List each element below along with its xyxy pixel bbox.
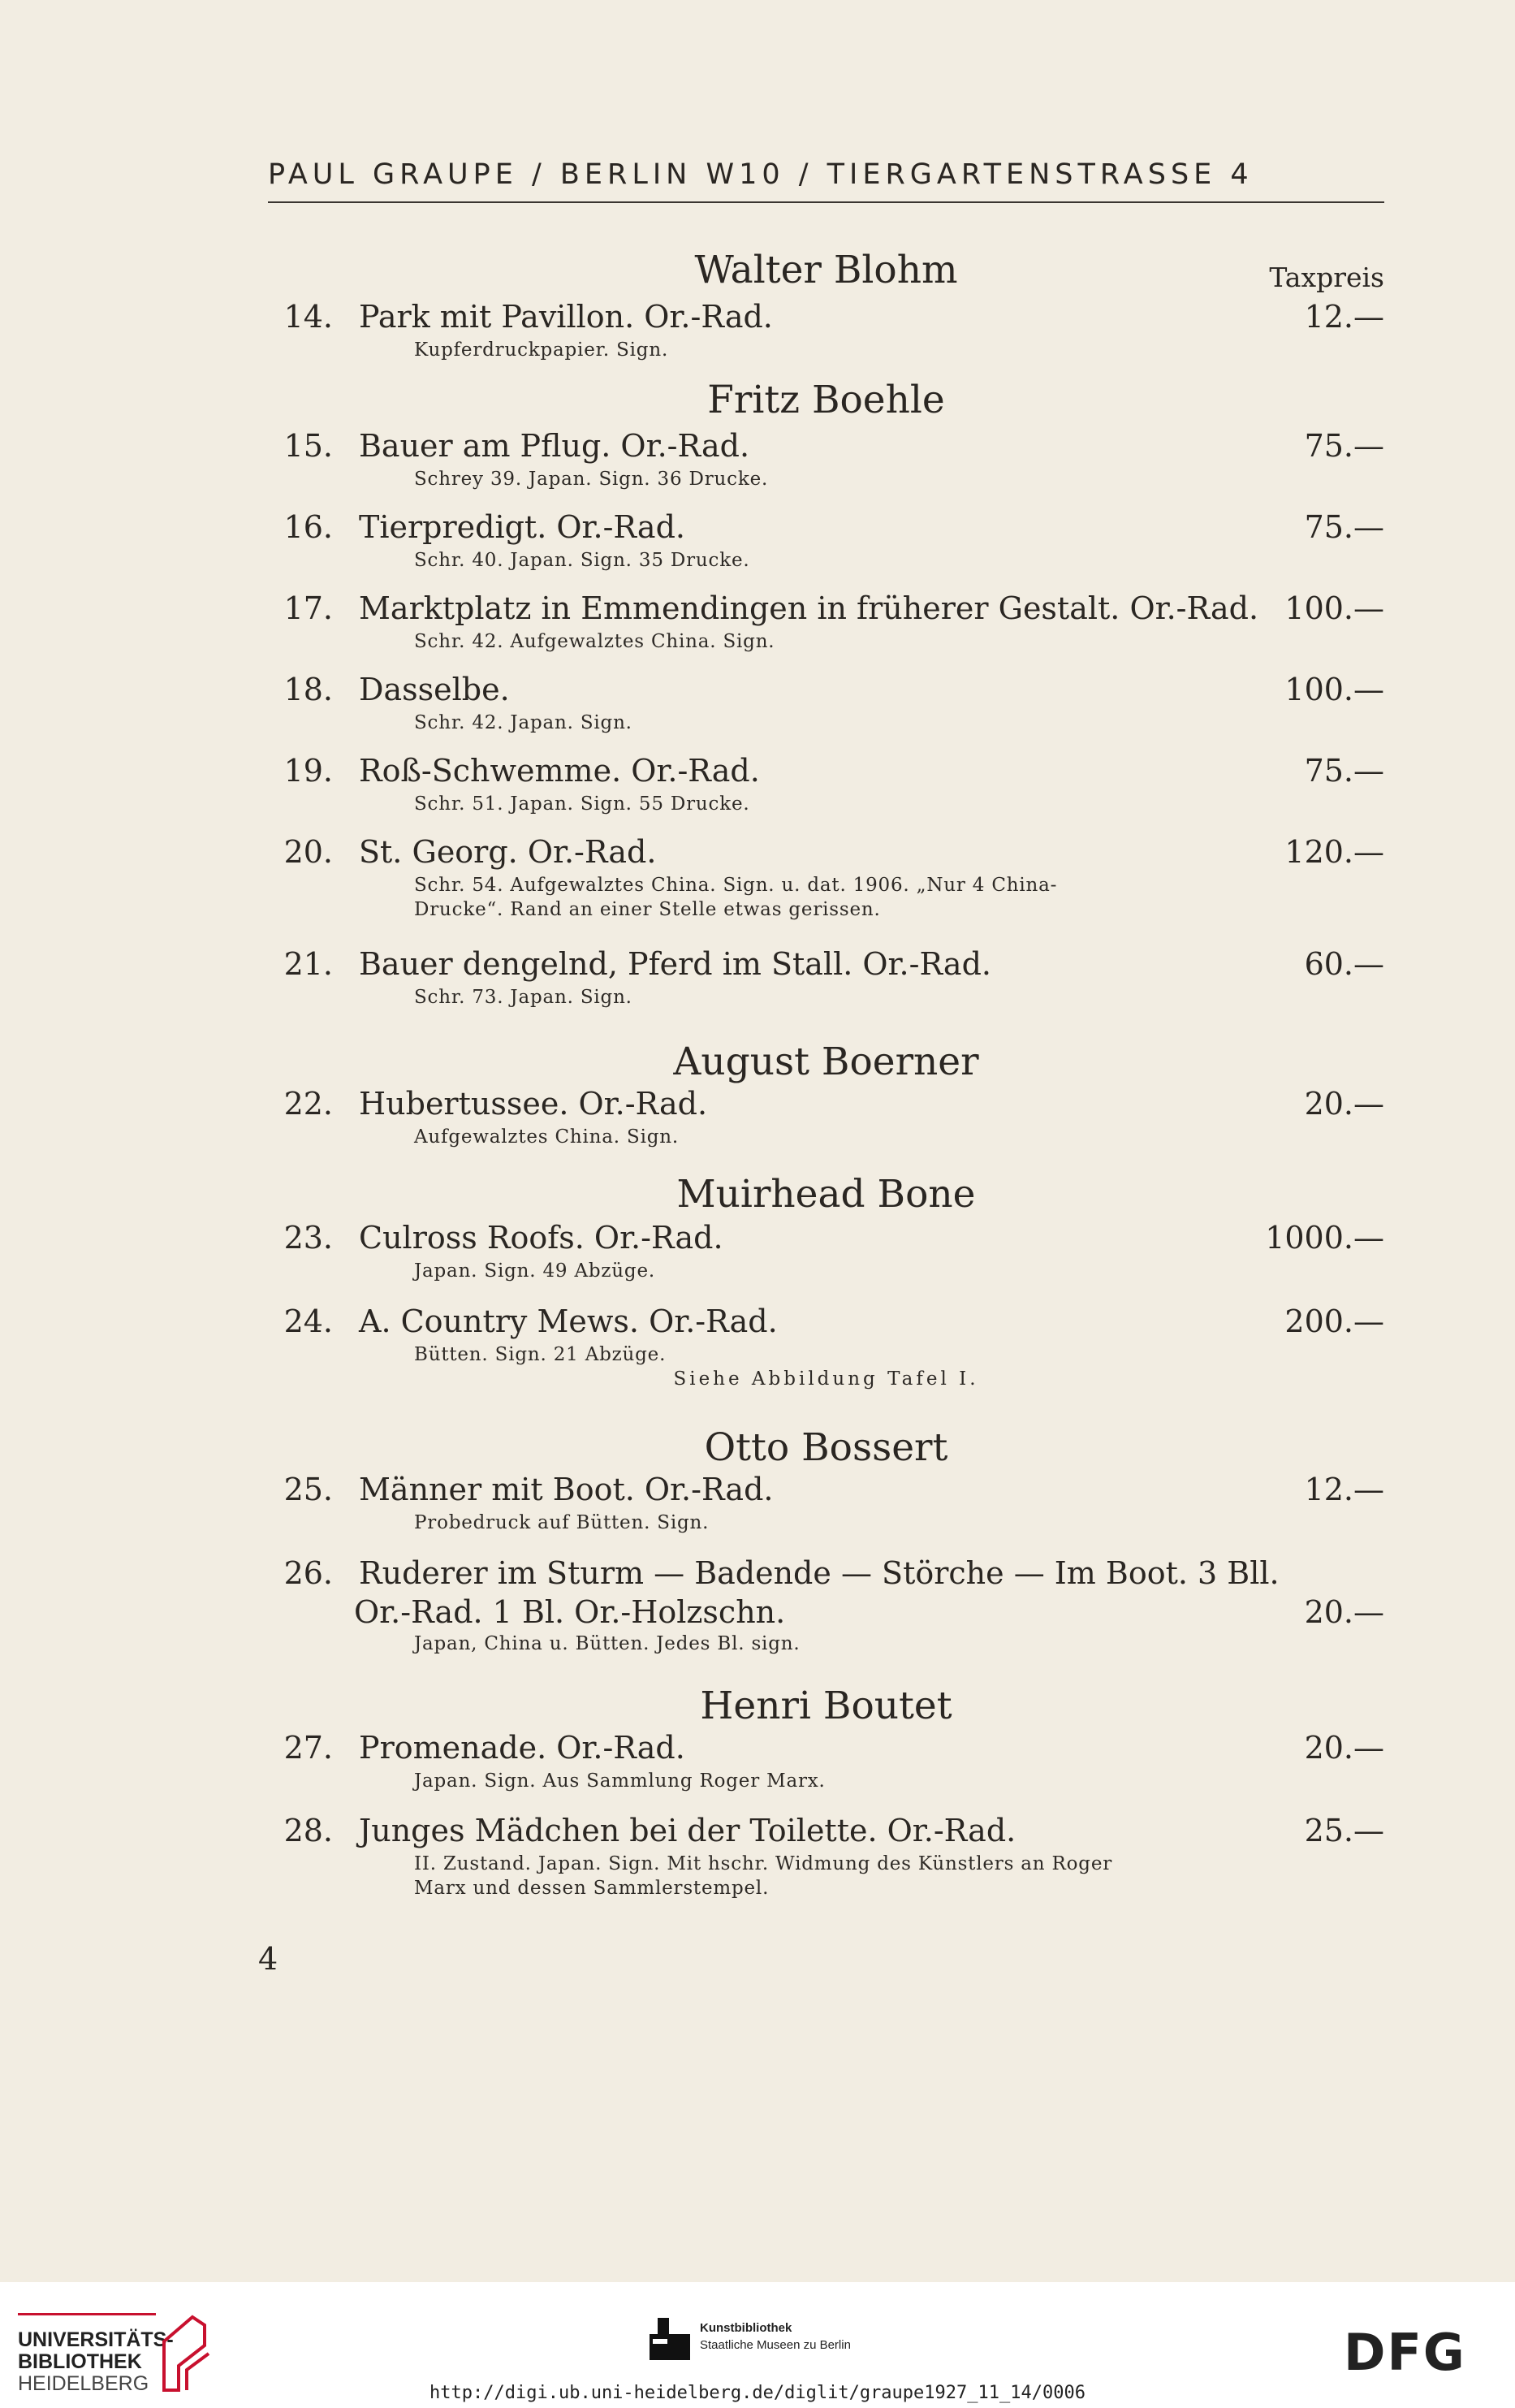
entry-price: 75.— — [1304, 509, 1384, 545]
catalog-entry — [268, 1086, 1384, 1149]
catalog-entry — [268, 299, 1384, 362]
catalog-entry — [268, 428, 1384, 491]
entry-price: 75.— — [1304, 753, 1384, 789]
entry-price: 20.— — [1304, 1594, 1384, 1630]
entry-title: Roß-Schwemme. Or.-Rad. — [359, 753, 760, 789]
entry-note: Drucke“. Rand an einer Stelle etwas gerissen. — [414, 899, 881, 920]
entry-note: Bütten. Sign. 21 Abzüge. — [414, 1344, 667, 1365]
entry-title: A. Country Mews. Or.-Rad. — [359, 1303, 778, 1339]
entry-note: Schr. 40. Japan. Sign. 35 Drucke. — [414, 550, 750, 571]
entry-title: Hubertussee. Or.-Rad. — [359, 1086, 708, 1122]
entry-main-line — [268, 1220, 1384, 1259]
catalog-entry — [268, 1472, 1384, 1535]
entry-main-line — [268, 299, 1384, 338]
entry-title: Bauer dengelnd, Pferd im Stall. Or.-Rad. — [359, 946, 991, 982]
digitization-footer — [0, 2282, 1515, 2408]
entry-number: 20. — [283, 834, 333, 870]
entry-title: Männer mit Boot. Or.-Rad. — [359, 1472, 774, 1507]
entry-note: Schr. 73. Japan. Sign. — [414, 987, 632, 1008]
artist-heading: Fritz Boehle — [707, 378, 945, 422]
entry-main-line — [268, 1730, 1384, 1769]
page-number: 4 — [258, 1941, 278, 1977]
price-column-heading: Taxpreis — [1269, 262, 1384, 293]
catalog-entry — [268, 590, 1384, 654]
university-emblem-icon — [156, 2313, 213, 2394]
catalog-entry — [268, 1813, 1384, 1900]
entry-main-line — [268, 509, 1384, 548]
entry-price: 20.— — [1304, 1086, 1384, 1122]
entry-main-line — [268, 946, 1384, 985]
entry-note: Japan. Sign. Aus Sammlung Roger Marx. — [414, 1770, 826, 1792]
entry-note: II. Zustand. Japan. Sign. Mit hschr. Widmung des Künstlers an Roger — [414, 1853, 1113, 1874]
entry-number: 26. — [283, 1555, 333, 1591]
entry-price: 20.— — [1304, 1730, 1384, 1766]
uni-line-2: BIBLIOTHEK — [18, 2350, 142, 2373]
entry-title: Promenade. Or.-Rad. — [359, 1730, 685, 1766]
entry-number: 21. — [283, 946, 333, 982]
dfg-logo: DFG — [1344, 2323, 1466, 2382]
entry-number: 28. — [283, 1813, 333, 1848]
catalog-entry — [268, 946, 1384, 1009]
entry-title: St. Georg. Or.-Rad. — [359, 834, 657, 870]
entry-note: Schr. 42. Japan. Sign. — [414, 712, 632, 733]
running-header: PAUL GRAUPE / BERLIN W10 / TIERGARTENSTRASSE 4 — [268, 158, 1254, 191]
entry-main-line — [268, 428, 1384, 467]
entry-price: 12.— — [1304, 299, 1384, 335]
entry-main-line — [268, 1813, 1384, 1852]
permalink-url[interactable]: http://digi.ub.uni-heidelberg.de/diglit/graupe1927_11_14/0006 — [429, 2383, 1086, 2403]
kunstbibliothek-icon — [650, 2318, 690, 2360]
entry-price: 12.— — [1304, 1472, 1384, 1507]
catalog-entry — [268, 753, 1384, 816]
entry-price: 120.— — [1284, 834, 1384, 870]
entry-number: 16. — [283, 509, 333, 545]
artist-heading: Henri Boutet — [700, 1684, 952, 1728]
university-library-logo-bar — [18, 2313, 156, 2318]
entry-note: Japan, China u. Bütten. Jedes Bl. sign. — [414, 1633, 801, 1654]
uni-line-3: HEIDELBERG — [18, 2372, 149, 2395]
entry-number: 24. — [283, 1303, 333, 1339]
entry-note: Aufgewalztes China. Sign. — [414, 1126, 679, 1148]
entry-price: 1000.— — [1265, 1220, 1384, 1256]
catalog-entry — [268, 672, 1384, 735]
entry-number: 17. — [283, 590, 333, 626]
entry-number: 19. — [283, 753, 333, 789]
entry-note: Japan. Sign. 49 Abzüge. — [414, 1260, 655, 1282]
entry-main-line — [268, 590, 1384, 629]
kunstbibliothek-label — [700, 2319, 851, 2354]
entry-price: 100.— — [1284, 590, 1384, 626]
entry-number: 22. — [283, 1086, 333, 1122]
entry-price: 200.— — [1284, 1303, 1384, 1339]
entry-note: Schrey 39. Japan. Sign. 36 Drucke. — [414, 469, 769, 490]
entry-note: Schr. 42. Aufgewalztes China. Sign. — [414, 631, 775, 652]
entry-main-line — [268, 1086, 1384, 1125]
catalog-entry — [268, 1220, 1384, 1283]
entry-main-line — [268, 672, 1384, 711]
entry-main-line — [268, 1303, 1384, 1342]
illustration-reference: Siehe Abbildung Tafel I. — [673, 1368, 979, 1390]
entry-note: Kupferdruckpapier. Sign. — [414, 339, 669, 361]
entry-main-line — [268, 1555, 1384, 1594]
entry-main-line — [268, 1472, 1384, 1511]
entry-number: 25. — [283, 1472, 333, 1507]
catalog-entry — [268, 1303, 1384, 1391]
artist-heading: August Boerner — [673, 1040, 979, 1084]
entry-number: 15. — [283, 428, 333, 464]
entry-note: Schr. 54. Aufgewalztes China. Sign. u. dat. 1906. „Nur 4 China- — [414, 875, 1058, 896]
artist-heading: Walter Blohm — [694, 248, 958, 292]
header-rule — [268, 201, 1384, 203]
artist-heading: Muirhead Bone — [676, 1172, 976, 1217]
entry-number: 23. — [283, 1220, 333, 1256]
entry-main-line — [268, 753, 1384, 792]
entry-title: Bauer am Pflug. Or.-Rad. — [359, 428, 750, 464]
entry-note: Probedruck auf Bütten. Sign. — [414, 1512, 710, 1533]
kb-line-2: Staatliche Museen zu Berlin — [700, 2338, 851, 2352]
entry-number: 18. — [283, 672, 333, 707]
catalog-entry — [268, 834, 1384, 922]
entry-price: 100.— — [1284, 672, 1384, 707]
kb-line-1: Kunstbibliothek — [700, 2321, 792, 2335]
entry-title: Tierpredigt. Or.-Rad. — [359, 509, 685, 545]
entry-title: Marktplatz in Emmendingen in früherer Gestalt. Or.-Rad. — [359, 590, 1259, 626]
catalog-entry — [268, 1730, 1384, 1793]
entry-price: 75.— — [1304, 428, 1384, 464]
entry-price: 60.— — [1304, 946, 1384, 982]
catalog-entry — [268, 1555, 1384, 1656]
entry-main-line — [268, 834, 1384, 873]
entry-number: 14. — [283, 299, 333, 335]
entry-note: Schr. 51. Japan. Sign. 55 Drucke. — [414, 793, 750, 815]
entry-title-continuation: Or.-Rad. 1 Bl. Or.-Holzschn. — [354, 1594, 786, 1630]
entry-title: Junges Mädchen bei der Toilette. Or.-Rad. — [359, 1813, 1016, 1848]
artist-heading: Otto Bossert — [704, 1425, 948, 1470]
entry-number: 27. — [283, 1730, 333, 1766]
entry-title: Culross Roofs. Or.-Rad. — [359, 1220, 723, 1256]
entry-price: 25.— — [1304, 1813, 1384, 1848]
entry-title: Dasselbe. — [359, 672, 510, 707]
entry-title-continuation-line — [268, 1594, 1384, 1632]
entry-note: Marx und dessen Sammlerstempel. — [414, 1878, 770, 1899]
entry-title: Ruderer im Sturm — Badende — Störche — Im Boot. 3 Bll. — [359, 1555, 1280, 1591]
entry-title: Park mit Pavillon. Or.-Rad. — [359, 299, 773, 335]
catalog-entry — [268, 509, 1384, 573]
uni-line-1: UNIVERSITÄTS- — [18, 2328, 174, 2351]
